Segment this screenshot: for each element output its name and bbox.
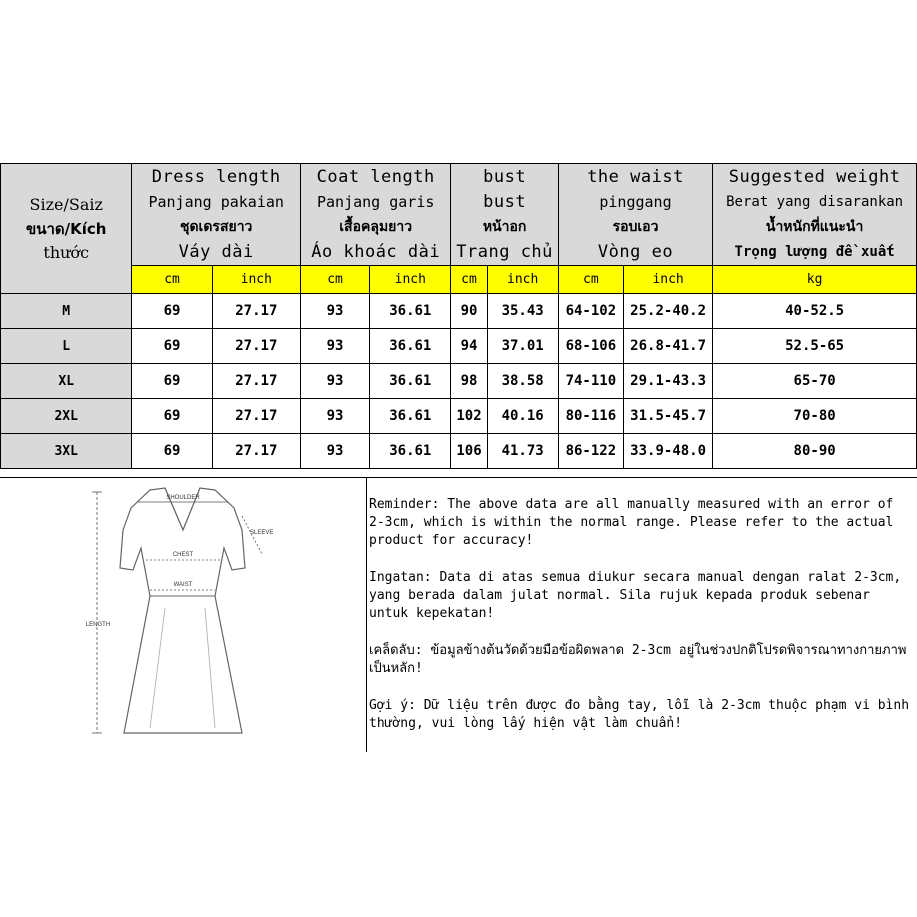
header-row — [1, 164, 917, 266]
table-cell: 36.61 — [370, 329, 451, 364]
size-cell: XL — [1, 364, 132, 399]
header-line: Trọng lượng đề xuất — [734, 243, 895, 260]
reminder-en: Reminder: The above data are all manually measured with an error of 2-3cm, which is within the normal range. Please refer to the actual product for accuracy! — [369, 497, 894, 548]
table-cell: 93 — [300, 329, 369, 364]
coat-length-header — [300, 164, 450, 266]
table-cell: 93 — [300, 364, 369, 399]
size-header-line: Size/Saiz — [29, 194, 103, 214]
size-cell: L — [1, 329, 132, 364]
unit-cell: kg — [713, 266, 917, 294]
waist-label: WAIST — [173, 582, 193, 588]
header-line: เสื้อคลุมยาว — [339, 218, 413, 235]
table-cell: 27.17 — [212, 294, 300, 329]
unit-cell: inch — [487, 266, 558, 294]
table-cell: 37.01 — [487, 329, 558, 364]
bust-header — [451, 164, 558, 266]
table-row — [1, 294, 917, 329]
size-cell: 2XL — [1, 399, 132, 434]
header-line: Coat length — [316, 166, 435, 187]
header-line: Panjang garis — [316, 192, 435, 211]
table-cell: 36.61 — [370, 364, 451, 399]
table-cell: 93 — [300, 294, 369, 329]
table-cell: 36.61 — [370, 294, 451, 329]
header-line: Trang chủ — [456, 241, 553, 262]
shoulder-label: SHOULDER — [166, 495, 200, 501]
size-cell: 3XL — [1, 434, 132, 469]
table-row — [1, 364, 917, 399]
header-line: Panjang pakaian — [148, 192, 284, 211]
dress-diagram — [0, 478, 366, 752]
table-cell: 33.9-48.0 — [623, 434, 712, 469]
sleeve-label: SLEEVE — [250, 530, 274, 536]
table-cell: 69 — [132, 399, 212, 434]
table-cell: 27.17 — [212, 364, 300, 399]
unit-cell: inch — [370, 266, 451, 294]
header-line: Áo khoác dài — [311, 241, 441, 262]
table-cell: 94 — [451, 329, 487, 364]
header-line: Berat yang disarankan — [726, 193, 904, 210]
reminder-notes — [369, 496, 914, 752]
dress-outline — [120, 488, 245, 733]
table-cell: 36.61 — [370, 434, 451, 469]
table-cell: 69 — [132, 434, 212, 469]
table-cell: 93 — [300, 399, 369, 434]
table-cell: 52.5-65 — [713, 329, 917, 364]
unit-cell: inch — [623, 266, 712, 294]
dress-measurement-figure — [0, 478, 367, 752]
reminder-th: เคล็ดลับ: ข้อมูลข้างต้นวัดด้วยมือข้อผิดพลาด 2-3cm อยู่ในช่วงปกติโปรดพิจารณาทางกายภาพเป็นหลัก! — [369, 643, 907, 676]
unit-cell: cm — [132, 266, 212, 294]
chest-label: CHEST — [172, 552, 194, 558]
table-row — [1, 434, 917, 469]
waist-header — [558, 164, 712, 266]
size-header — [1, 164, 132, 294]
weight-header — [713, 164, 917, 266]
dress-length-header — [132, 164, 301, 266]
reminder-vi: Gợi ý: Dữ liệu trên được đo bằng tay, lỗi là 2-3cm thuộc phạm vi bình thường, vui lòng lấy hiện vật làm chuẩn! — [369, 698, 910, 731]
table-cell: 102 — [451, 399, 487, 434]
table-cell: 27.17 — [212, 329, 300, 364]
table-cell: 64-102 — [558, 294, 623, 329]
table-cell: 35.43 — [487, 294, 558, 329]
table-cell: 69 — [132, 329, 212, 364]
table-cell: 86-122 — [558, 434, 623, 469]
unit-cell: inch — [212, 266, 300, 294]
header-line: Váy dài — [178, 241, 254, 262]
table-cell: 38.58 — [487, 364, 558, 399]
unit-cell: cm — [451, 266, 487, 294]
reminder-ms: Ingatan: Data di atas semua diukur secara manual dengan ralat 2-3cm, yang berada dalam julat normal. Sila rujuk kepada produk sebenar untuk kepekatan! — [369, 570, 902, 621]
unit-cell: cm — [300, 266, 369, 294]
table-cell: 70-80 — [713, 399, 917, 434]
size-chart — [0, 163, 917, 751]
table-cell: 31.5-45.7 — [623, 399, 712, 434]
size-header-line: thước — [43, 242, 90, 262]
header-line: Suggested weight — [728, 166, 901, 187]
table-cell: 41.73 — [487, 434, 558, 469]
unit-row — [1, 266, 917, 294]
size-header-line: ขนาด/Kích — [25, 219, 107, 238]
table-cell: 80-116 — [558, 399, 623, 434]
table-cell: 90 — [451, 294, 487, 329]
table-cell: 40.16 — [487, 399, 558, 434]
table-cell: 74-110 — [558, 364, 623, 399]
table-cell: 93 — [300, 434, 369, 469]
header-line: Vòng eo — [597, 241, 674, 262]
table-row — [1, 399, 917, 434]
bottom-section — [0, 477, 917, 752]
header-line: รอบเอว — [612, 218, 659, 235]
size-cell: M — [1, 294, 132, 329]
table-cell: 68-106 — [558, 329, 623, 364]
table-cell: 40-52.5 — [713, 294, 917, 329]
table-cell: 29.1-43.3 — [623, 364, 712, 399]
table-cell: 65-70 — [713, 364, 917, 399]
header-line: น้ำหนักที่แนะนำ — [765, 218, 864, 235]
header-line: Dress length — [151, 166, 281, 187]
table-cell: 69 — [132, 294, 212, 329]
header-line: bust — [483, 166, 527, 187]
table-cell: 27.17 — [212, 399, 300, 434]
header-line: หน้าอก — [482, 218, 527, 235]
table-cell: 36.61 — [370, 399, 451, 434]
header-line: pinggang — [599, 192, 672, 211]
header-line: the waist — [587, 166, 684, 187]
skirt-fold — [205, 608, 215, 728]
table-cell: 26.8-41.7 — [623, 329, 712, 364]
unit-cell: cm — [558, 266, 623, 294]
table-cell: 69 — [132, 364, 212, 399]
skirt-fold — [150, 608, 165, 728]
table-cell: 106 — [451, 434, 487, 469]
table-cell: 25.2-40.2 — [623, 294, 712, 329]
header-line: ชุดเดรสยาว — [179, 218, 253, 235]
table-row — [1, 329, 917, 364]
length-label: LENGTH — [85, 622, 111, 628]
size-table — [0, 163, 917, 469]
header-line: bust — [483, 191, 527, 212]
table-cell: 27.17 — [212, 434, 300, 469]
table-cell: 98 — [451, 364, 487, 399]
table-cell: 80-90 — [713, 434, 917, 469]
